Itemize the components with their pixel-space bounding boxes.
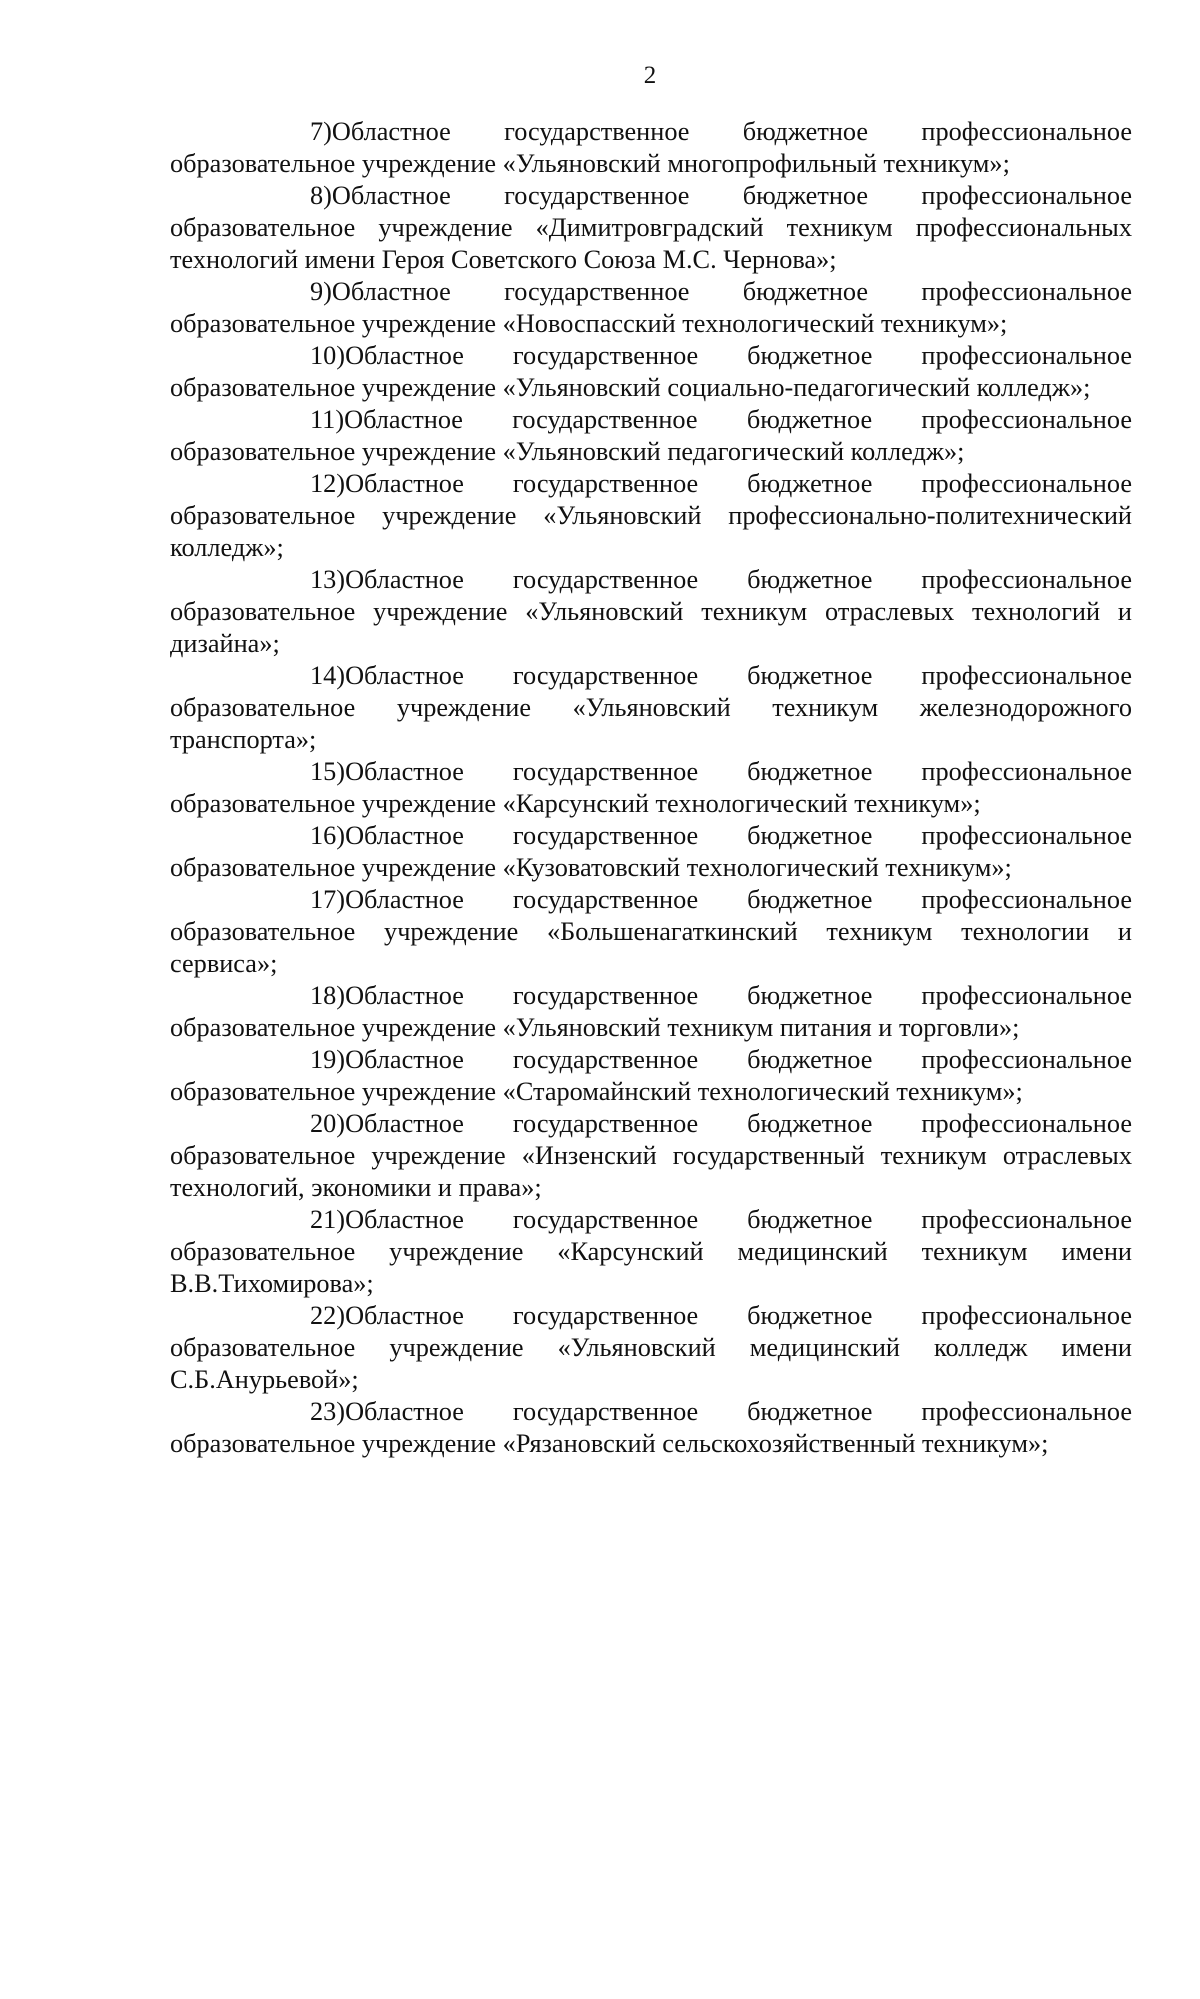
list-item [170, 660, 1132, 756]
item-text: Областное государственное бюджетное профессиональное образовательное учреждение «Рязановский сельскохозяйственный техникум»; [170, 1397, 1132, 1458]
item-number: 12) [310, 469, 346, 498]
item-text: Областное государственное бюджетное профессиональное образовательное учреждение «Ульяновский техникум питания и торговли»; [170, 981, 1132, 1042]
item-number: 8) [310, 181, 332, 210]
list-item [170, 276, 1132, 340]
item-number: 18) [310, 981, 346, 1010]
list-item [170, 820, 1132, 884]
item-number: 22) [310, 1301, 346, 1330]
page-number: 2 [643, 62, 657, 89]
item-text: Областное государственное бюджетное профессиональное образовательное учреждение «Ульяновский техникум железнодорожного транспорта»; [170, 661, 1132, 754]
item-text: Областное государственное бюджетное профессиональное образовательное учреждение «Карсунский технологический техникум»; [170, 757, 1132, 818]
item-text: Областное государственное бюджетное профессиональное образовательное учреждение «Димитровградский техникум профессиональных технологий имени Героя Советского Союза М.С. Чернова»; [170, 181, 1132, 274]
list-item [170, 1108, 1132, 1204]
item-text: Областное государственное бюджетное профессиональное образовательное учреждение «Новоспасский технологический техникум»; [170, 277, 1132, 338]
list-item [170, 1300, 1132, 1396]
item-text: Областное государственное бюджетное профессиональное образовательное учреждение «Старомайнский технологический техникум»; [170, 1045, 1132, 1106]
item-number: 11) [310, 405, 345, 434]
list-item [170, 756, 1132, 820]
list-item [170, 116, 1132, 180]
item-number: 13) [310, 565, 346, 594]
institution-list [170, 116, 1132, 1460]
item-number: 16) [310, 821, 346, 850]
item-text: Областное государственное бюджетное профессиональное образовательное учреждение «Карсунский медицинский техникум имени В.В.Тихомирова»; [170, 1205, 1132, 1298]
list-item [170, 884, 1132, 980]
item-number: 17) [310, 885, 346, 914]
item-number: 10) [310, 341, 346, 370]
item-text: Областное государственное бюджетное профессиональное образовательное учреждение «Ульяновский социально-педагогический колледж»; [170, 341, 1132, 402]
item-number: 23) [310, 1397, 346, 1426]
item-text: Областное государственное бюджетное профессиональное образовательное учреждение «Ульяновский многопрофильный техникум»; [170, 117, 1132, 178]
list-item [170, 180, 1132, 276]
item-number: 14) [310, 661, 346, 690]
item-text: Областное государственное бюджетное профессиональное образовательное учреждение «Кузоватовский технологический техникум»; [170, 821, 1132, 882]
list-item [170, 340, 1132, 404]
item-number: 20) [310, 1109, 346, 1138]
item-text: Областное государственное бюджетное профессиональное образовательное учреждение «Ульяновский педагогический колледж»; [170, 405, 1132, 466]
item-number: 9) [310, 277, 332, 306]
item-number: 21) [310, 1205, 346, 1234]
list-item [170, 404, 1132, 468]
item-number: 7) [310, 117, 332, 146]
item-number: 15) [310, 757, 346, 786]
item-text: Областное государственное бюджетное профессиональное образовательное учреждение «Ульяновский профессионально-политехнический колледж»; [170, 469, 1132, 562]
list-item [170, 1204, 1132, 1300]
list-item [170, 1396, 1132, 1460]
item-number: 19) [310, 1045, 346, 1074]
list-item [170, 468, 1132, 564]
list-item [170, 1044, 1132, 1108]
list-item [170, 564, 1132, 660]
item-text: Областное государственное бюджетное профессиональное образовательное учреждение «Инзенский государственный техникум отраслевых технологий, экономики и права»; [170, 1109, 1132, 1202]
item-text: Областное государственное бюджетное профессиональное образовательное учреждение «Ульяновский медицинский колледж имени С.Б.Анурьевой»; [170, 1301, 1132, 1394]
item-text: Областное государственное бюджетное профессиональное образовательное учреждение «Ульяновский техникум отраслевых технологий и дизайна»; [170, 565, 1132, 658]
list-item [170, 980, 1132, 1044]
item-text: Областное государственное бюджетное профессиональное образовательное учреждение «Большенагаткинский техникум технологии и сервиса»; [170, 885, 1132, 978]
